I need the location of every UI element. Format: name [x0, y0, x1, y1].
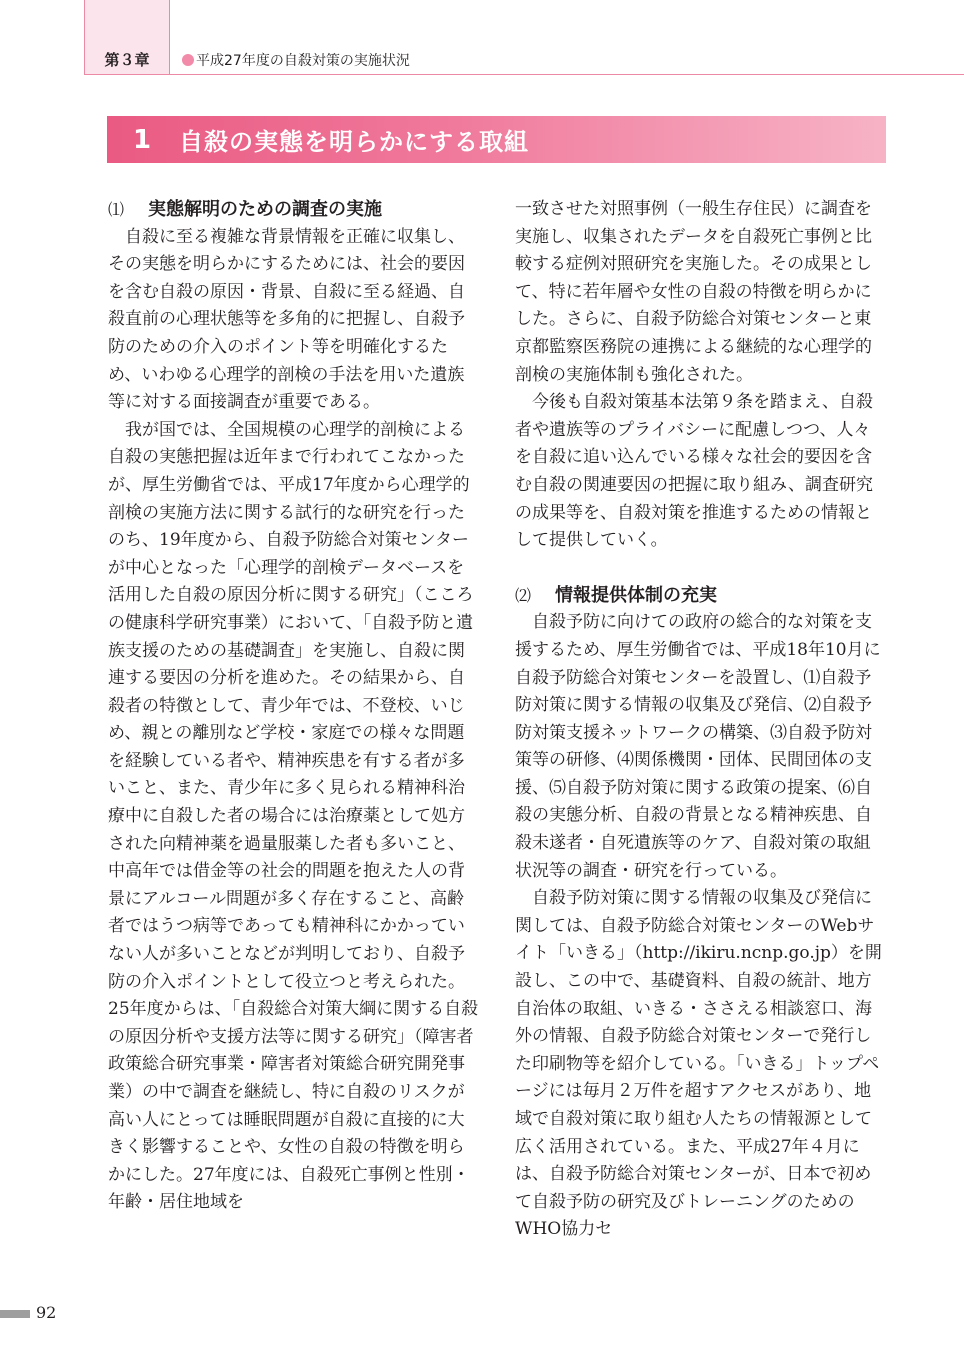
page-number: 92 [36, 1303, 57, 1322]
section-number: 1 [133, 124, 152, 155]
subsection-title-1: 実態解明のための調査の実施 [148, 199, 382, 220]
section-title: 自殺の実態を明らかにする取組 [179, 128, 529, 156]
subsection-heading-2 [515, 582, 887, 610]
subsection-heading-1 [108, 196, 480, 224]
running-header [182, 50, 410, 70]
right-column [515, 196, 887, 1244]
paragraph: 自殺予防対策に関する情報の収集及び発信に関しては、自殺予防総合対策センターのWebサイト「いきる」（http://ikiru.ncnp.go.jp）を開設し、この中で、基礎資料、自殺の統計、地方自治体の取組、いきる・ささえる相談窓口、海外の情報、自殺予防総合対策センターで発行した印刷物等を紹介している。「いきる」トップページには毎月２万件を超すアクセスがあり、地域で自殺対策に取り組む人たちの情報源として広く活用されている。また、平成27年４月には、自殺予防総合対策センターが、日本で初めて自殺予防の研究及びトレーニングのためのWHO協力セ [515, 888, 882, 1240]
bullet-dot-icon [182, 54, 194, 66]
left-column [108, 196, 480, 1217]
paragraph: 自殺予防に向けての政府の総合的な対策を支援するため、厚生労働省では、平成18年10月に自殺予防総合対策センターを設置し、⑴自殺予防対策に関する情報の収集及び発信、⑵自殺予防対策支援ネットワークの構築、⑶自殺予防対策等の研修、⑷関係機関・団体、民間団体の支援、⑸自殺予防対策に関する政策の提案、⑹自殺の実態分析、自殺の背景となる精神疾患、自殺未遂者・自死遺族等のケア、自殺対策の取組状況等の調査・研究を行っている。 [515, 612, 881, 881]
footer-bar [0, 1310, 30, 1318]
spacer [515, 555, 887, 582]
subsection-number-2: ⑵ [515, 585, 532, 605]
paragraph: 今後も自殺対策基本法第９条を踏まえ、自殺者や遺族等のプライバシーに配慮しつつ、人々を自殺に追い込んでいる様々な社会的要因を含む自殺の関連要因の把握に取り組み、調査研究の成果等を、自殺対策を推進するための情報として提供していく。 [515, 392, 874, 551]
paragraph: 自殺に至る複雑な背景情報を正確に収集し、その実態を明らかにするためには、社会的要因を含む自殺の原因・背景、自殺に至る経過、自殺直前の心理状態等を多角的に把握し、自殺予防のための介入のポイント等を明確化するため、いわゆる心理学的剖検の手法を用いた遺族等に対する面接調査が重要である。 [108, 226, 465, 413]
paragraph: 我が国では、全国規模の心理学的剖検による自殺の実態把握は近年まで行われてこなかったが、厚生労働省では、平成17年度から心理学的剖検の実施方法に関する試行的な研究を行ったのち、19年度から、自殺予防総合対策センターが中心となった「心理学的剖検データベースを活用した自殺の原因分析に関する研究」（こころの健康科学研究事業）において、「自殺予防と遺族支援のための基礎調査」を実施し、自殺に関連する要因の分析を進めた。その結果から、自殺者の特徴として、青少年では、不登校、いじめ、親との離別など学校・家庭での様々な問題を経験している者や、精神疾患を有する者が多いこと、また、青少年に多く見られる精神科治療中に自殺した者の場合には治療薬として処方された向精神薬を過量服薬した者も多いこと、中高年では借金等の社会的問題を抱えた人の背景にアルコール問題が多く存在すること、高齢者ではうつ病等であっても精神科にかかっていない人が多いことなどが判明しており、自殺予防の介入ポイントとして役立つと考えられた。25年度からは、「自殺総合対策大綱に関する自殺の原因分析や支援方法等に関する研究」（障害者政策総合研究事業・障害者対策総合研究開発事業）の中で調査を継続し、特に自殺のリスクが高い人にとっては睡眠問題が自殺に直接的に大きく影響することや、女性の自殺の特徴を明らかにした。27年度には、自殺死亡事例と性別・年齢・居住地域を [108, 419, 479, 1213]
section-banner [107, 116, 886, 163]
subsection-number-1: ⑴ [108, 200, 125, 219]
running-header-title: 平成27年度の自殺対策の実施状況 [196, 53, 410, 69]
header-rule [84, 74, 964, 75]
subsection-title-2: 情報提供体制の充実 [555, 584, 717, 606]
paragraph-continuation: 一致させた対照事例（一般生存住民）に調査を実施し、収集されたデータを自殺死亡事例と比較する症例対照研究を実施した。その成果として、特に若年層や女性の自殺の特徴を明らかにした。さらに、自殺予防総合対策センターと東京都監察医務院の連携による継続的な心理学的剖検の実施体制も強化された。 [515, 199, 872, 385]
chapter-label: 第３章 [104, 51, 150, 69]
